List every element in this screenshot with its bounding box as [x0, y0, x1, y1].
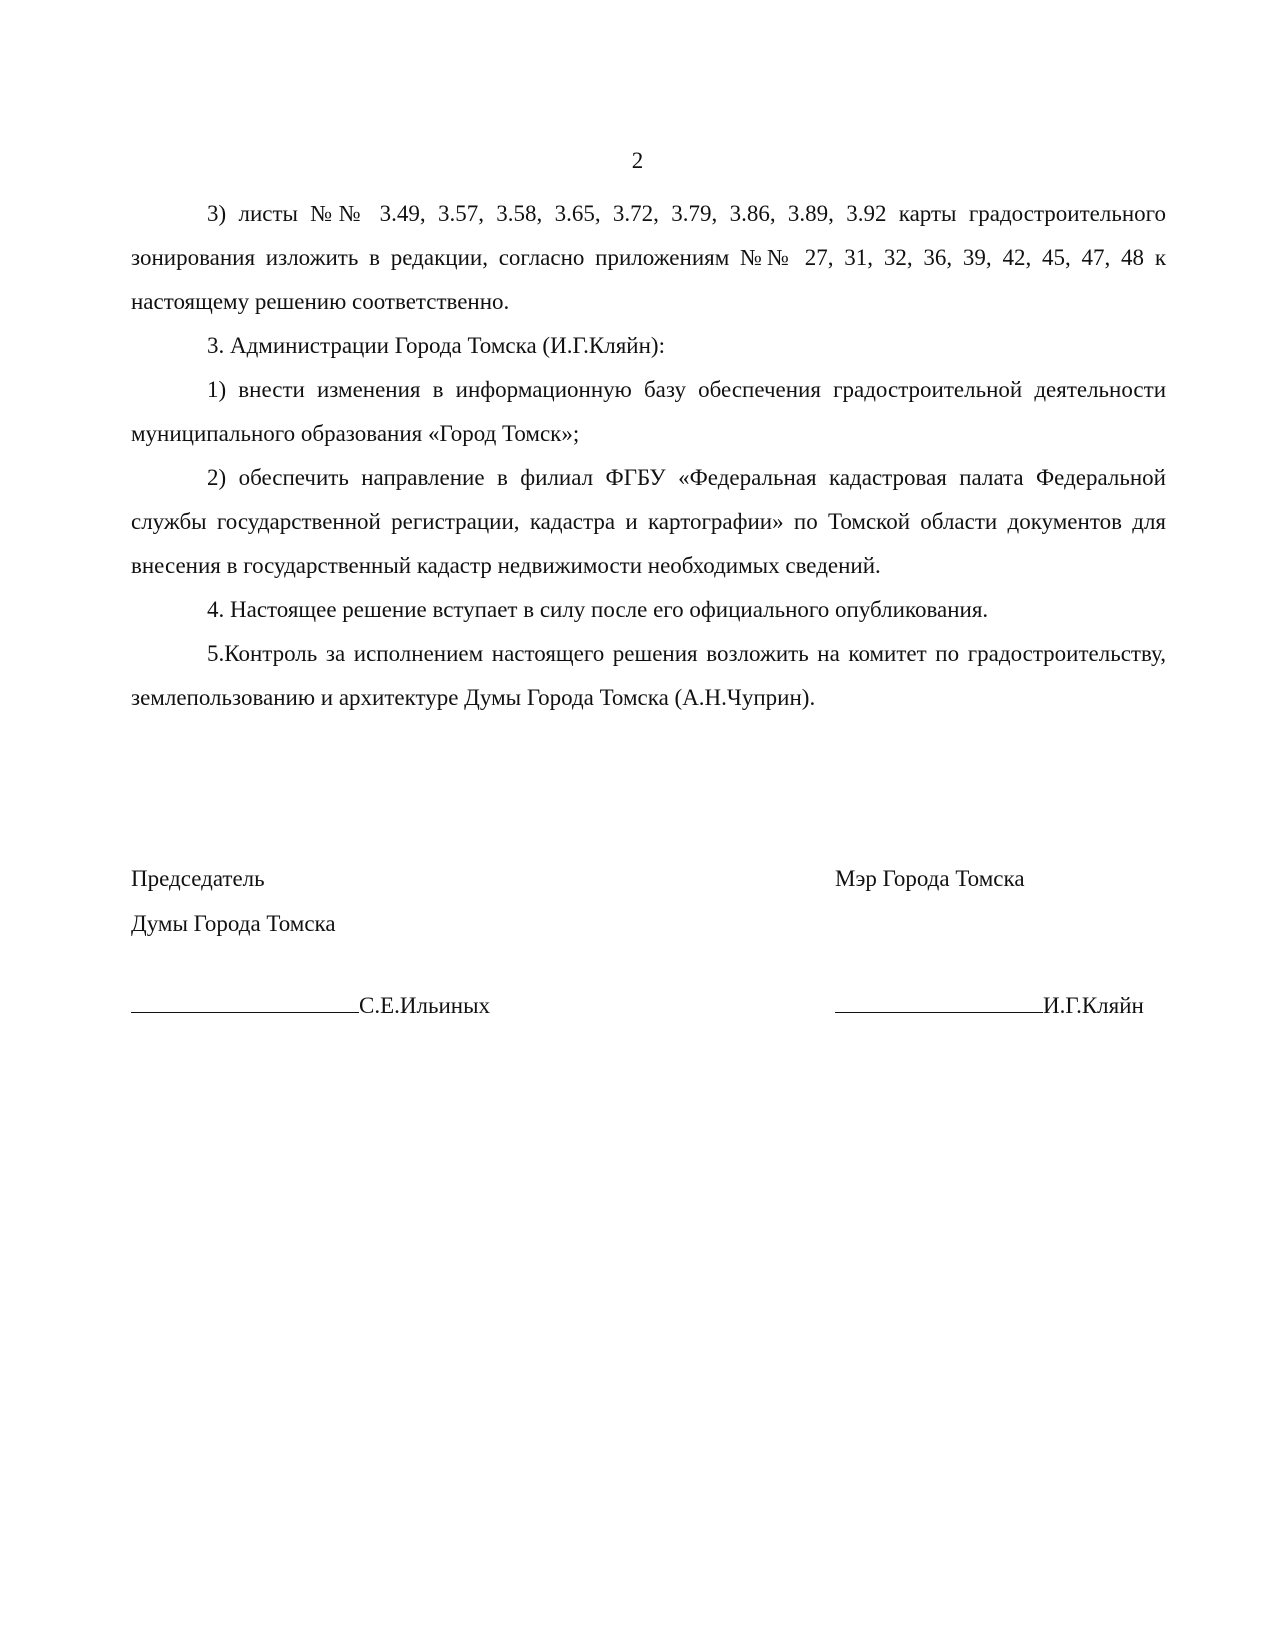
page-number: 2	[631, 148, 644, 173]
mayor-signature-line	[835, 990, 1144, 1021]
mayor-name: И.Г.Кляйн	[1043, 993, 1144, 1018]
signature-blank	[131, 990, 359, 1013]
paragraph-4-effective: 4. Настоящее решение вступает в силу после его официального опубликования.	[207, 597, 989, 622]
signature-blank	[835, 990, 1043, 1013]
signature-block-mayor	[835, 856, 1025, 901]
chairman-title-line1: Председатель	[131, 866, 265, 891]
mayor-title: Мэр Города Томска	[835, 866, 1025, 891]
paragraph-administration-heading: 3. Администрации Города Томска (И.Г.Кляйн):	[207, 333, 665, 358]
chairman-name: С.Е.Ильиных	[359, 993, 491, 1018]
paragraph-item-3-sheets: 3) листы №№ 3.49, 3.57, 3.58, 3.65, 3.72, 3.79, 3.86, 3.89, 3.92 карты градостроительного зонирования изложить в редакции, согласно приложениям №№ 27, 31, 32, 36, 39, 42, 45, 47, 48 к настоящему решению соответственно.	[131, 201, 1166, 314]
paragraph-item-1-changes: 1) внести изменения в информационную базу обеспечения градостроительной деятельности муниципального образования «Город Томск»;	[131, 377, 1166, 446]
chairman-signature-line	[131, 990, 490, 1021]
document-body	[131, 192, 1166, 720]
paragraph-item-2-direction: 2) обеспечить направление в филиал ФГБУ «Федеральная кадастровая палата Федеральной службы государственной регистрации, кадастра и картографии» по Томской области документов для внесения в государственный кадастр недвижимости необходимых сведений.	[131, 465, 1166, 578]
signature-block-chairman	[131, 856, 336, 946]
chairman-title-line2: Думы Города Томска	[131, 911, 336, 936]
paragraph-5-control: 5.Контроль за исполнением настоящего решения возложить на комитет по градостроительству, землепользованию и архитектуре Думы Города Томска (А.Н.Чуприн).	[131, 641, 1166, 710]
